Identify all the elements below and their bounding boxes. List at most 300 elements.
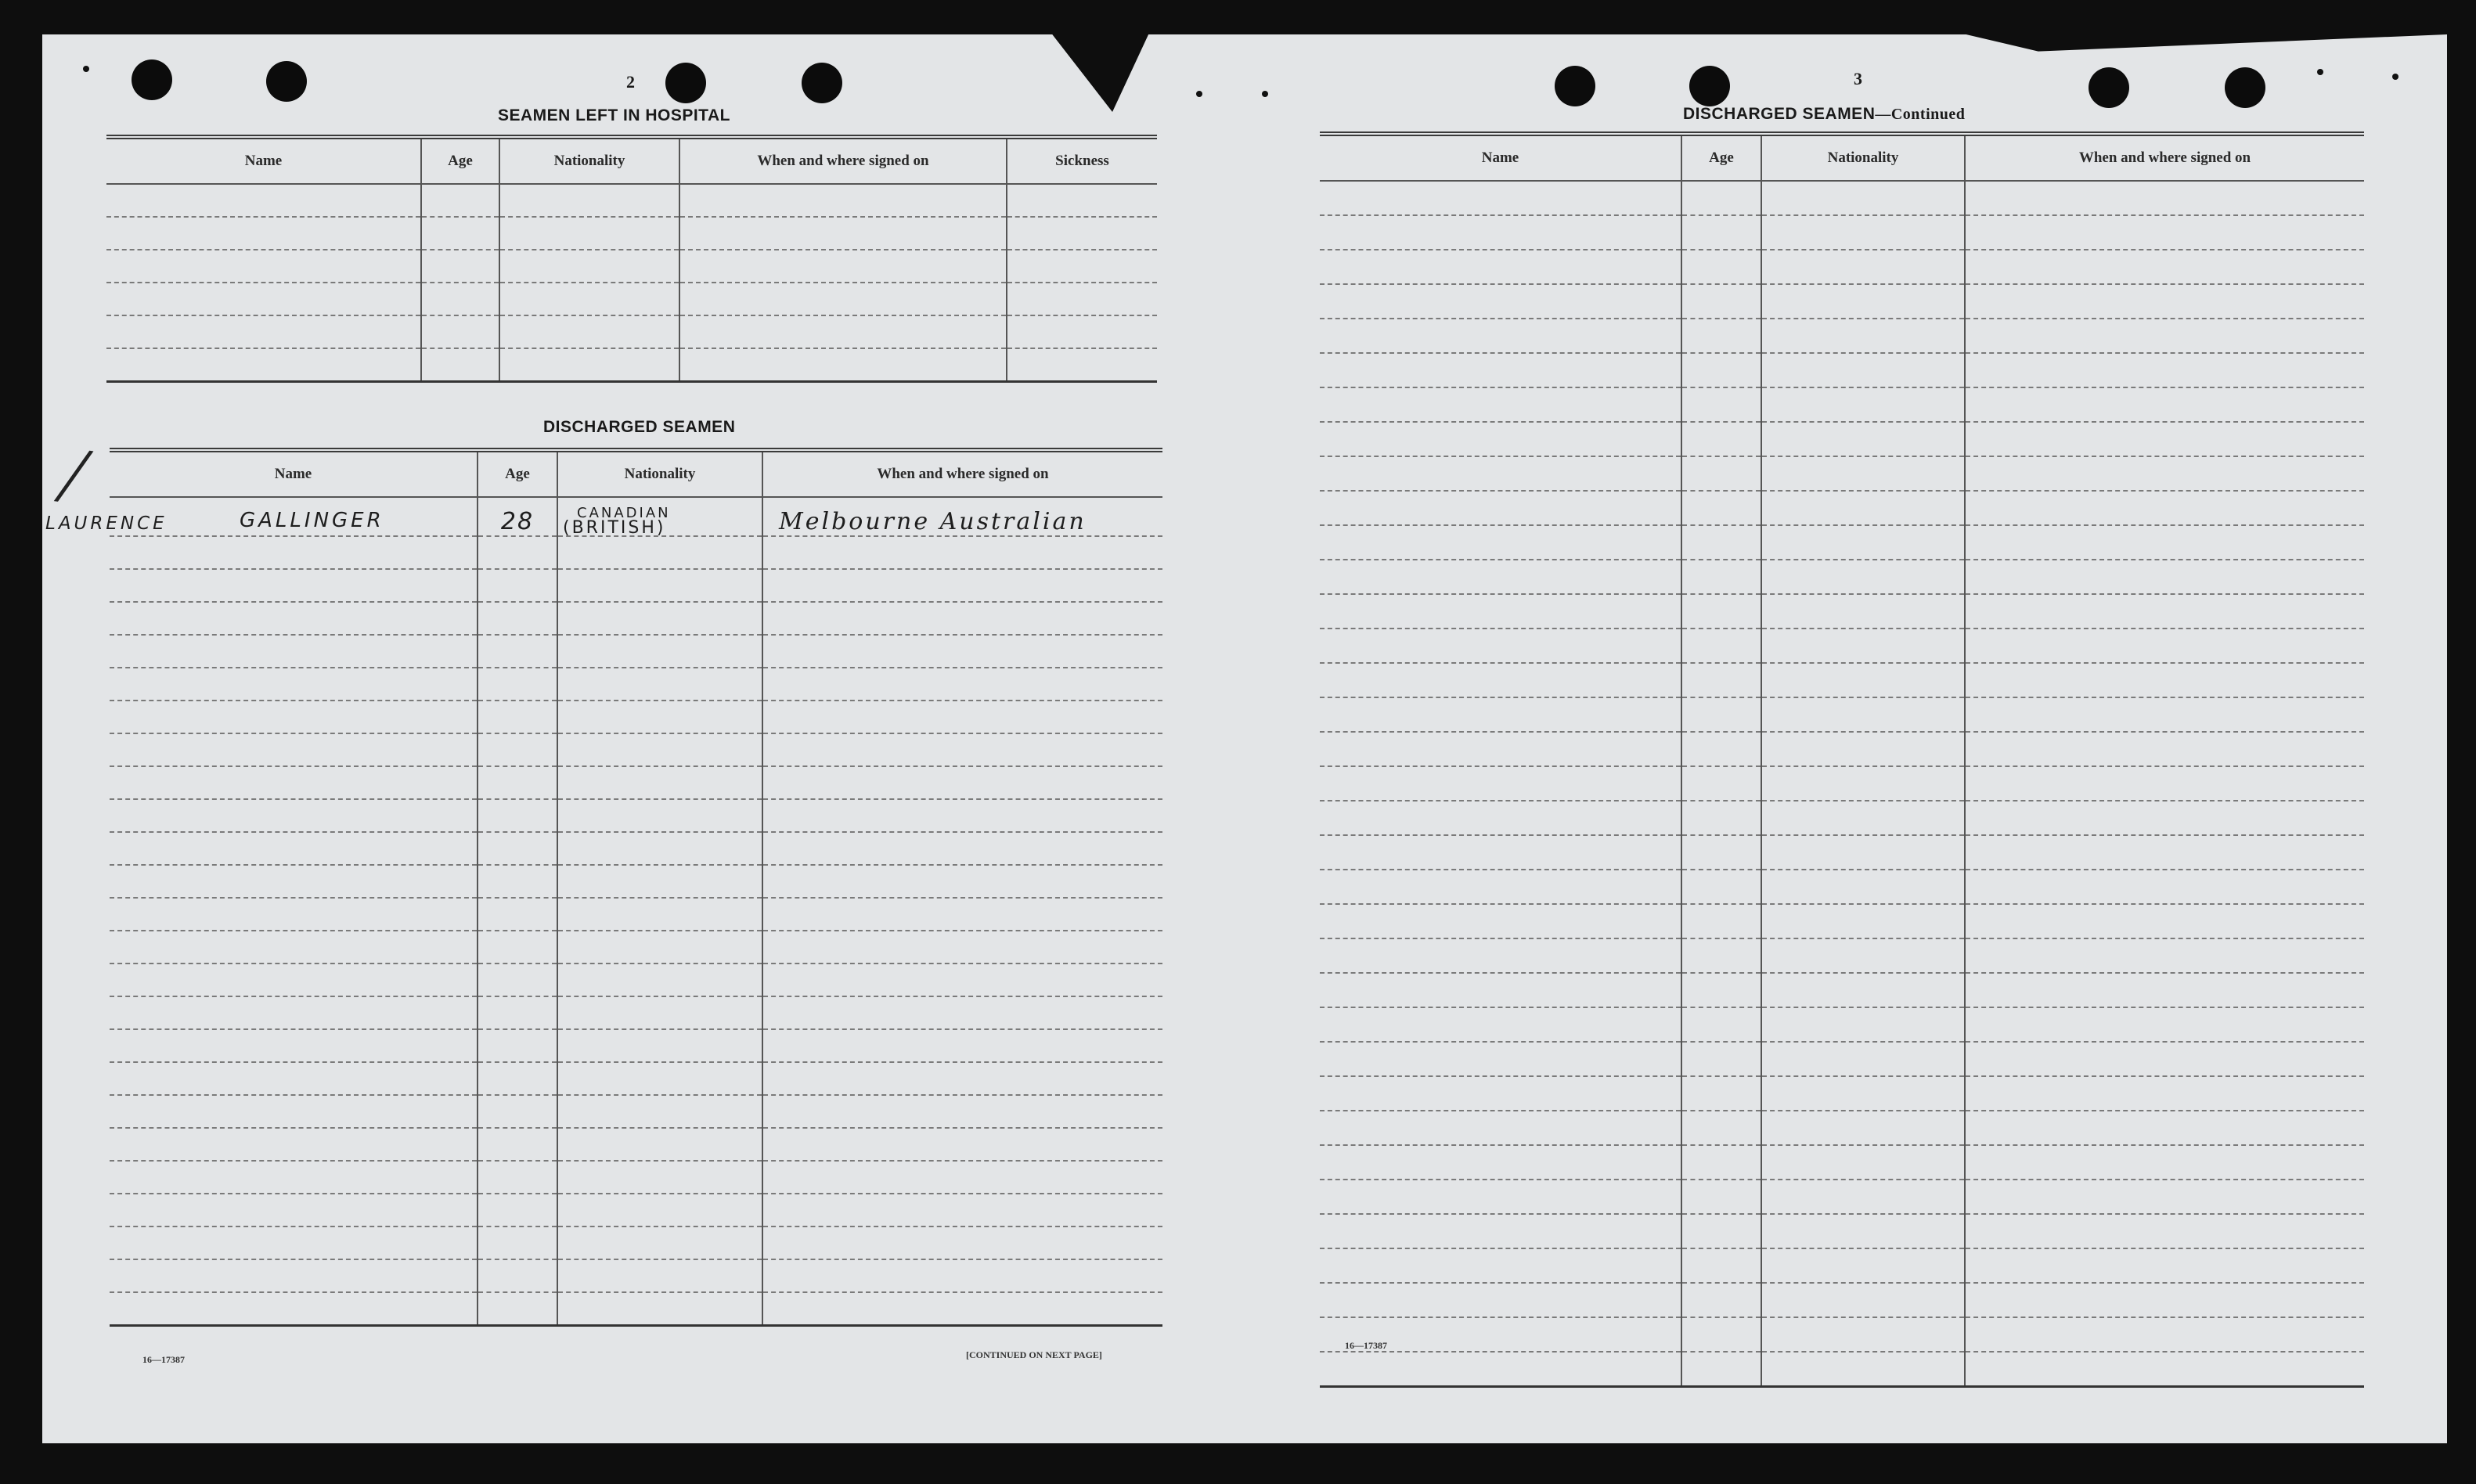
table-row xyxy=(110,1128,1162,1161)
table-cell xyxy=(1320,835,1681,870)
table-cell xyxy=(478,1292,557,1326)
table-cell xyxy=(1681,284,1761,319)
column-header-signed-on: When and where signed on xyxy=(1965,134,2364,181)
table-cell xyxy=(1761,422,1965,456)
table-cell xyxy=(1761,1111,1965,1145)
table-cell xyxy=(110,996,478,1029)
table-cell xyxy=(110,1194,478,1226)
table-cell xyxy=(1965,1180,2364,1214)
table-cell xyxy=(499,250,679,283)
table-row xyxy=(1320,560,2364,594)
table-cell xyxy=(1681,1111,1761,1145)
table-cell xyxy=(110,1128,478,1161)
page-number: 3 xyxy=(1854,69,1862,88)
column-header-signed-on: When and where signed on xyxy=(679,137,1007,184)
table-row xyxy=(110,536,1162,569)
table-cell xyxy=(110,1161,478,1194)
table-cell xyxy=(499,348,679,382)
table-row xyxy=(1320,766,2364,801)
table-cell xyxy=(478,1095,557,1128)
table-cell xyxy=(1965,629,2364,663)
table-row xyxy=(1320,491,2364,525)
table-cell xyxy=(1965,1283,2364,1317)
table-cell xyxy=(1761,353,1965,387)
table-cell xyxy=(557,931,762,964)
table-cell xyxy=(1681,1076,1761,1111)
table-cell xyxy=(1965,801,2364,835)
table-cell xyxy=(762,1226,1162,1259)
table-row xyxy=(1320,938,2364,973)
table-cell xyxy=(1965,181,2364,215)
punch-hole xyxy=(1555,66,1595,106)
table-cell xyxy=(557,1062,762,1095)
table-row xyxy=(1320,732,2364,766)
discharged-continued-table xyxy=(1320,131,2364,1388)
table-cell xyxy=(679,250,1007,283)
ink-speck xyxy=(2392,74,2399,80)
table-cell xyxy=(499,217,679,250)
entry-age-cell xyxy=(478,497,557,536)
table-cell xyxy=(1965,1007,2364,1042)
table-header-row xyxy=(110,450,1162,497)
table-cell xyxy=(1761,1042,1965,1076)
table-row xyxy=(1320,1042,2364,1076)
table-cell xyxy=(106,315,421,348)
table-cell xyxy=(1761,284,1965,319)
table-cell xyxy=(1681,560,1761,594)
table-cell xyxy=(1965,456,2364,491)
table-row xyxy=(1320,456,2364,491)
table-cell xyxy=(478,931,557,964)
table-cell xyxy=(1320,456,1681,491)
table-row xyxy=(1320,629,2364,663)
table-cell xyxy=(110,1226,478,1259)
ink-speck xyxy=(2317,69,2323,75)
table-cell xyxy=(110,766,478,799)
table-cell xyxy=(110,1095,478,1128)
table-cell xyxy=(557,1128,762,1161)
table-cell xyxy=(1320,1248,1681,1283)
table-cell xyxy=(557,1029,762,1062)
table-cell xyxy=(762,1062,1162,1095)
table-cell xyxy=(499,315,679,348)
table-cell xyxy=(1320,1214,1681,1248)
table-cell xyxy=(1681,525,1761,560)
table-cell xyxy=(1320,353,1681,387)
table-row xyxy=(110,996,1162,1029)
table-cell xyxy=(762,1292,1162,1326)
table-cell xyxy=(557,865,762,898)
table-cell xyxy=(1681,1007,1761,1042)
table-cell xyxy=(762,701,1162,733)
entry-signed-on-cell xyxy=(762,497,1162,536)
punch-hole xyxy=(266,61,307,102)
table-cell xyxy=(1761,973,1965,1007)
table-cell xyxy=(1761,525,1965,560)
table-cell xyxy=(1681,1248,1761,1283)
punch-hole xyxy=(802,63,842,103)
table-row xyxy=(110,1095,1162,1128)
table-cell xyxy=(1681,319,1761,353)
table-cell xyxy=(478,1062,557,1095)
table-cell xyxy=(557,1161,762,1194)
table-row xyxy=(1320,973,2364,1007)
table-cell xyxy=(1761,938,1965,973)
table-row xyxy=(1320,319,2364,353)
table-row xyxy=(110,733,1162,766)
table-row xyxy=(106,283,1157,315)
table-cell xyxy=(1965,835,2364,870)
table-cell xyxy=(1007,348,1157,382)
table-cell xyxy=(1761,1145,1965,1180)
table-cell xyxy=(1965,353,2364,387)
table-cell xyxy=(478,569,557,602)
table-cell xyxy=(557,1226,762,1259)
table-row xyxy=(110,701,1162,733)
table-cell xyxy=(679,217,1007,250)
table-row xyxy=(1320,181,2364,215)
table-row xyxy=(1320,870,2364,904)
table-cell xyxy=(557,569,762,602)
table-row xyxy=(110,832,1162,865)
table-cell xyxy=(110,1292,478,1326)
table-cell xyxy=(1007,184,1157,217)
table-cell xyxy=(1761,904,1965,938)
table-cell xyxy=(1681,353,1761,387)
table-cell xyxy=(1965,1248,2364,1283)
table-cell xyxy=(1965,1145,2364,1180)
table-cell xyxy=(1761,215,1965,250)
ink-speck xyxy=(83,66,89,72)
table-cell xyxy=(478,1128,557,1161)
table-cell xyxy=(478,733,557,766)
table-cell xyxy=(762,569,1162,602)
table-cell xyxy=(1681,1283,1761,1317)
table-cell xyxy=(110,536,478,569)
table-cell xyxy=(762,1128,1162,1161)
ink-speck xyxy=(1196,91,1202,97)
table-row xyxy=(1320,663,2364,697)
table-cell xyxy=(110,799,478,832)
hospital-table xyxy=(106,135,1157,383)
table-cell xyxy=(1965,697,2364,732)
table-cell xyxy=(1965,1214,2364,1248)
table-cell xyxy=(1761,1352,1965,1387)
table-cell xyxy=(421,250,499,283)
table-cell xyxy=(1965,1317,2364,1352)
table-row xyxy=(1320,904,2364,938)
punch-hole xyxy=(132,59,172,100)
column-header-name: Name xyxy=(106,137,421,184)
table-cell xyxy=(1320,870,1681,904)
table-row xyxy=(106,348,1157,382)
table-cell xyxy=(557,733,762,766)
table-row xyxy=(1320,250,2364,284)
table-cell xyxy=(1320,938,1681,973)
table-cell xyxy=(478,602,557,635)
table-cell xyxy=(1320,801,1681,835)
punch-hole xyxy=(1689,66,1730,106)
seaman-age: 28 xyxy=(500,508,535,535)
table-cell xyxy=(1681,766,1761,801)
seaman-nationality-line1: CANADIAN xyxy=(577,505,671,521)
table-cell xyxy=(1681,1317,1761,1352)
table-cell xyxy=(1761,1283,1965,1317)
table-cell xyxy=(1320,766,1681,801)
table-cell xyxy=(557,635,762,668)
table-cell xyxy=(478,1029,557,1062)
table-cell xyxy=(557,799,762,832)
table-cell xyxy=(110,964,478,996)
table-cell xyxy=(1761,870,1965,904)
table-row xyxy=(1320,215,2364,250)
table-cell xyxy=(110,931,478,964)
table-cell xyxy=(762,898,1162,931)
table-row xyxy=(1320,353,2364,387)
table-cell xyxy=(1320,181,1681,215)
table-cell xyxy=(557,996,762,1029)
table-cell xyxy=(1761,697,1965,732)
table-cell xyxy=(1320,1007,1681,1042)
table-row xyxy=(1320,1007,2364,1042)
table-cell xyxy=(1320,1076,1681,1111)
table-cell xyxy=(421,217,499,250)
table-cell xyxy=(1007,250,1157,283)
seaman-signed-on: Melbourne Australian xyxy=(779,508,1087,535)
table-row xyxy=(110,569,1162,602)
table-row xyxy=(110,898,1162,931)
table-cell xyxy=(478,1161,557,1194)
table-cell xyxy=(557,1095,762,1128)
table-cell xyxy=(557,668,762,701)
table-cell xyxy=(1681,973,1761,1007)
table-cell xyxy=(1681,594,1761,629)
table-cell xyxy=(557,766,762,799)
table-cell xyxy=(1761,629,1965,663)
table-row xyxy=(1320,594,2364,629)
table-cell xyxy=(762,1194,1162,1226)
table-cell xyxy=(1965,250,2364,284)
table-cell xyxy=(762,1095,1162,1128)
table-cell xyxy=(1320,1352,1681,1387)
table-cell xyxy=(1320,697,1681,732)
table-row xyxy=(110,766,1162,799)
table-cell xyxy=(478,536,557,569)
table-row xyxy=(106,217,1157,250)
table-cell xyxy=(1320,1111,1681,1145)
table-cell xyxy=(557,1259,762,1292)
table-cell xyxy=(478,832,557,865)
table-cell xyxy=(1965,215,2364,250)
table-cell xyxy=(106,184,421,217)
table-cell xyxy=(762,733,1162,766)
table-cell xyxy=(1007,315,1157,348)
table-cell xyxy=(1965,1042,2364,1076)
table-cell xyxy=(1761,1076,1965,1111)
table-cell xyxy=(1761,1007,1965,1042)
table-cell xyxy=(679,348,1007,382)
table-cell xyxy=(1681,1352,1761,1387)
table-cell xyxy=(557,536,762,569)
table-cell xyxy=(478,766,557,799)
table-cell xyxy=(1761,663,1965,697)
table-cell xyxy=(1320,284,1681,319)
table-cell xyxy=(1965,1111,2364,1145)
table-cell xyxy=(557,1194,762,1226)
table-cell xyxy=(1761,319,1965,353)
table-cell xyxy=(421,283,499,315)
table-row xyxy=(110,1226,1162,1259)
section-title-discharged: DISCHARGED SEAMEN xyxy=(543,418,736,436)
table-cell xyxy=(762,832,1162,865)
table-cell xyxy=(1965,732,2364,766)
punch-hole xyxy=(665,63,706,103)
column-header-age: Age xyxy=(421,137,499,184)
table-cell xyxy=(1007,283,1157,315)
table-cell xyxy=(478,668,557,701)
table-cell xyxy=(1965,766,2364,801)
table-cell xyxy=(557,1292,762,1326)
table-cell xyxy=(1965,284,2364,319)
table-cell xyxy=(1320,215,1681,250)
table-cell xyxy=(557,602,762,635)
table-cell xyxy=(478,701,557,733)
table-cell xyxy=(478,799,557,832)
table-cell xyxy=(1761,594,1965,629)
table-row xyxy=(110,964,1162,996)
table-cell xyxy=(1681,629,1761,663)
table-cell xyxy=(478,865,557,898)
table-row xyxy=(1320,525,2364,560)
table-cell xyxy=(1681,491,1761,525)
table-cell xyxy=(1761,387,1965,422)
table-cell xyxy=(1320,560,1681,594)
table-row xyxy=(110,1259,1162,1292)
column-header-nationality: Nationality xyxy=(499,137,679,184)
table-cell xyxy=(1965,319,2364,353)
check-mark: ╱ xyxy=(56,447,92,506)
table-cell xyxy=(762,1161,1162,1194)
table-cell xyxy=(1761,456,1965,491)
table-cell xyxy=(106,250,421,283)
table-row xyxy=(110,865,1162,898)
table-cell xyxy=(1681,250,1761,284)
table-cell xyxy=(679,315,1007,348)
table-cell xyxy=(1761,560,1965,594)
table-row xyxy=(1320,1283,2364,1317)
table-cell xyxy=(478,1226,557,1259)
table-row xyxy=(110,602,1162,635)
table-cell xyxy=(1681,1180,1761,1214)
seaman-nationality-line2: (BRITISH) xyxy=(563,518,666,538)
table-cell xyxy=(1320,387,1681,422)
table-cell xyxy=(1320,904,1681,938)
table-cell xyxy=(478,964,557,996)
table-cell xyxy=(762,964,1162,996)
table-cell xyxy=(110,602,478,635)
table-cell xyxy=(110,569,478,602)
table-cell xyxy=(1681,1042,1761,1076)
table-cell xyxy=(1761,1214,1965,1248)
form-number: 16—17387 xyxy=(1345,1340,1387,1351)
section-title-discharged-continued xyxy=(1683,105,1965,124)
table-cell xyxy=(106,217,421,250)
table-row xyxy=(106,250,1157,283)
punch-hole xyxy=(2089,67,2129,108)
table-cell xyxy=(1965,491,2364,525)
table-row xyxy=(1320,835,2364,870)
table-cell xyxy=(679,283,1007,315)
table-cell xyxy=(1320,594,1681,629)
table-cell xyxy=(1320,491,1681,525)
table-cell xyxy=(762,602,1162,635)
table-cell xyxy=(762,668,1162,701)
table-cell xyxy=(110,1062,478,1095)
table-cell xyxy=(478,996,557,1029)
table-row xyxy=(1320,697,2364,732)
table-cell xyxy=(110,733,478,766)
table-cell xyxy=(762,536,1162,569)
table-cell xyxy=(499,184,679,217)
table-row xyxy=(110,1029,1162,1062)
table-cell xyxy=(1761,250,1965,284)
table-cell xyxy=(1681,215,1761,250)
table-cell xyxy=(1681,801,1761,835)
table-cell xyxy=(1681,181,1761,215)
table-cell xyxy=(1320,1042,1681,1076)
table-row xyxy=(110,497,1162,536)
section-title-suffix: —Continued xyxy=(1875,106,1966,123)
table-cell xyxy=(110,1029,478,1062)
column-header-sickness: Sickness xyxy=(1007,137,1157,184)
table-cell xyxy=(1320,1145,1681,1180)
table-row xyxy=(106,184,1157,217)
table-cell xyxy=(1761,1248,1965,1283)
table-row xyxy=(110,1194,1162,1226)
table-cell xyxy=(106,348,421,382)
table-cell xyxy=(1965,422,2364,456)
table-cell xyxy=(762,1029,1162,1062)
column-header-signed-on: When and where signed on xyxy=(762,450,1162,497)
table-cell xyxy=(1965,1352,2364,1387)
table-cell xyxy=(421,315,499,348)
column-header-age: Age xyxy=(478,450,557,497)
table-cell xyxy=(1965,387,2364,422)
table-cell xyxy=(1681,938,1761,973)
table-row xyxy=(110,668,1162,701)
table-cell xyxy=(1681,904,1761,938)
table-row xyxy=(1320,1111,2364,1145)
table-cell xyxy=(1320,250,1681,284)
table-cell xyxy=(478,635,557,668)
table-cell xyxy=(1761,1180,1965,1214)
table-row xyxy=(1320,1352,2364,1387)
table-cell xyxy=(110,668,478,701)
table-cell xyxy=(1761,766,1965,801)
discharged-table xyxy=(45,448,1162,1327)
table-cell xyxy=(1681,456,1761,491)
table-row xyxy=(1320,387,2364,422)
table-cell xyxy=(1761,1317,1965,1352)
table-row xyxy=(110,1292,1162,1326)
page-number: 2 xyxy=(626,72,635,92)
table-cell xyxy=(478,1259,557,1292)
table-cell xyxy=(1965,663,2364,697)
table-cell xyxy=(762,635,1162,668)
column-header-nationality: Nationality xyxy=(1761,134,1965,181)
table-cell xyxy=(1761,732,1965,766)
table-row xyxy=(1320,1145,2364,1180)
